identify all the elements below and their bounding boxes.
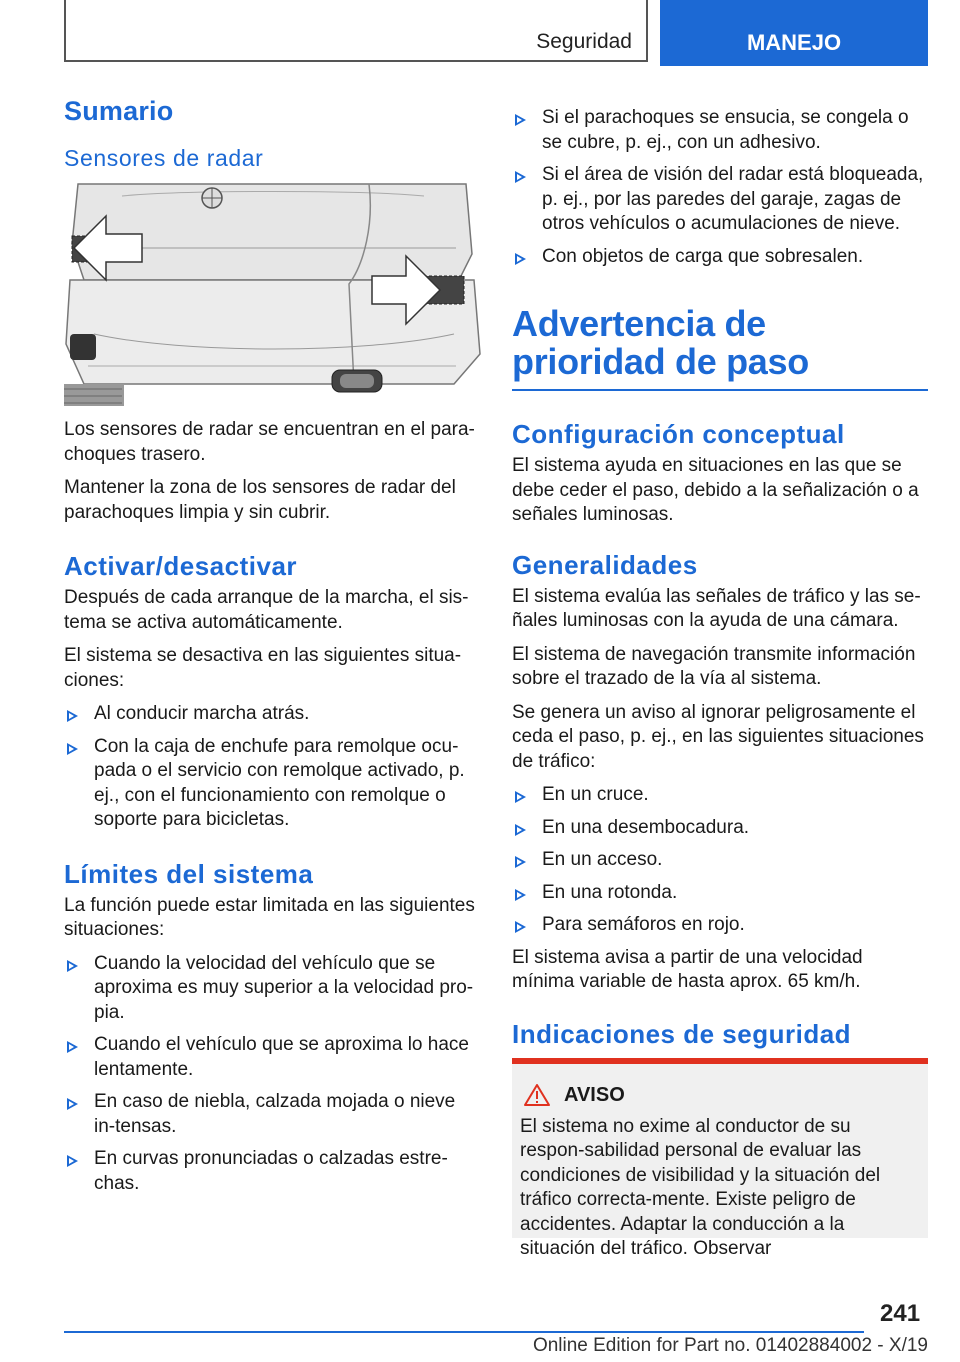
list-item: En curvas pronunciadas o calzadas estre-chas. <box>64 1147 480 1196</box>
limits-list <box>64 952 480 1197</box>
page-header <box>64 0 928 66</box>
triangle-bullet-icon <box>515 114 526 126</box>
general-text-4: El sistema avisa a partir de una velocidad mínima variable de hasta aprox. 65 km/h. <box>512 946 863 992</box>
triangle-bullet-icon <box>515 791 526 803</box>
general-text-1: El sistema evalúa las señales de tráfico y las se-ñales luminosas con la ayuda de una cámara. <box>512 585 921 631</box>
triangle-bullet-icon <box>67 1155 78 1167</box>
triangle-bullet-icon <box>515 921 526 933</box>
system-limits-heading: Límites del sistema <box>64 858 314 889</box>
list-item: En caso de niebla, calzada mojada o nieve in-tensas. <box>64 1090 480 1139</box>
warning-label: AVISO <box>564 1083 625 1106</box>
list-item: Para semáforos en rojo. <box>512 913 928 938</box>
list-item: En una rotonda. <box>512 881 928 906</box>
limits-intro-text: La función puede estar limitada en las siguientes situaciones: <box>64 894 475 940</box>
triangle-bullet-icon <box>67 1041 78 1053</box>
list-item: En un acceso. <box>512 848 928 873</box>
right-column <box>512 96 928 1259</box>
footer-divider <box>64 1331 864 1333</box>
triangle-bullet-icon <box>67 960 78 972</box>
list-item: Cuando la velocidad del vehículo que se aproxima es muy superior a la velocidad pro-pia. <box>64 952 480 1026</box>
general-heading: Generalidades <box>512 549 698 580</box>
list-item: Con objetos de carga que sobresalen. <box>512 245 928 270</box>
list-item: En un cruce. <box>512 783 928 808</box>
header-chapter-tab[interactable]: MANEJO <box>660 0 928 66</box>
header-section-title: Seguridad <box>64 0 648 62</box>
warning-text: El sistema no exime al conductor de su respon-sabilidad personal de evaluar las condiciones de visibilidad y la situación del tráfico correcta-mente. Existe peligro de accidentes. Adaptar la conducción a la situación del tráfico. Observar <box>520 1115 881 1259</box>
warning-box <box>512 1058 928 1259</box>
general-text-2: El sistema de navegación transmite información sobre el trazado de la vía al sistema. <box>512 643 916 689</box>
triangle-bullet-icon <box>515 889 526 901</box>
triangle-bullet-icon <box>515 253 526 265</box>
page-number: 241 <box>880 1300 921 1327</box>
concept-text: El sistema ayuda en situaciones en las que se debe ceder el paso, debido a la señalización o a señales luminosas. <box>512 455 919 525</box>
triangle-bullet-icon <box>67 743 78 755</box>
triangle-bullet-icon <box>515 856 526 868</box>
traffic-situations-list <box>512 783 928 938</box>
radar-sensor-illustration <box>64 184 480 406</box>
list-item: Con la caja de enchufe para remolque ocu-pada o el servicio con remolque activado, p. ej., con el funcionamiento con remolque o soporte para bicicletas. <box>64 735 480 833</box>
radar-location-text: Los sensores de radar se encuentran en el para-choques trasero. <box>64 419 475 465</box>
left-column <box>64 96 480 1204</box>
activate-text-1: Después de cada arranque de la marcha, el sis-tema se activa automáticamente. <box>64 587 469 633</box>
priority-warning-heading: Advertencia de prioridad de paso <box>512 305 928 391</box>
warning-title <box>520 1084 920 1107</box>
triangle-bullet-icon <box>67 1098 78 1110</box>
concept-heading: Configuración conceptual <box>512 419 845 449</box>
list-item: Si el parachoques se ensucia, se congela o se cubre, p. ej., con un adhesivo. <box>512 106 928 155</box>
triangle-bullet-icon <box>515 171 526 183</box>
footer-edition: Online Edition for Part no. 01402884002 - X/19 <box>532 1335 928 1356</box>
radar-keep-clean-text: Mantener la zona de los sensores de radar del parachoques limpia y sin cubrir. <box>64 477 456 523</box>
list-item: Cuando el vehículo que se aproxima lo hace lentamente. <box>64 1033 480 1082</box>
activate-text-2: El sistema se desactiva en las siguientes situa-ciones: <box>64 645 462 691</box>
safety-notes-heading: Indicaciones de seguridad <box>512 1018 852 1049</box>
deactivation-list <box>64 702 480 833</box>
list-item: Al conducir marcha atrás. <box>64 702 480 727</box>
list-item: En una desembocadura. <box>512 816 928 841</box>
general-text-3: Se genera un aviso al ignorar peligrosamente el ceda el paso, p. ej., en las siguientes situaciones de tráfico: <box>512 701 924 772</box>
activate-deactivate-heading: Activar/desactivar <box>64 551 298 581</box>
limits-list-continued <box>512 106 928 269</box>
list-item: Si el área de visión del radar está bloqueada, p. ej., por las paredes del garaje, zagas de otros vehículos o acumulaciones de nieve. <box>512 163 928 237</box>
triangle-bullet-icon <box>515 824 526 836</box>
summary-heading: Sumario <box>64 96 174 126</box>
triangle-bullet-icon <box>67 710 78 722</box>
warning-triangle-icon <box>524 1084 550 1106</box>
radar-sensors-heading: Sensores de radar <box>64 145 264 171</box>
